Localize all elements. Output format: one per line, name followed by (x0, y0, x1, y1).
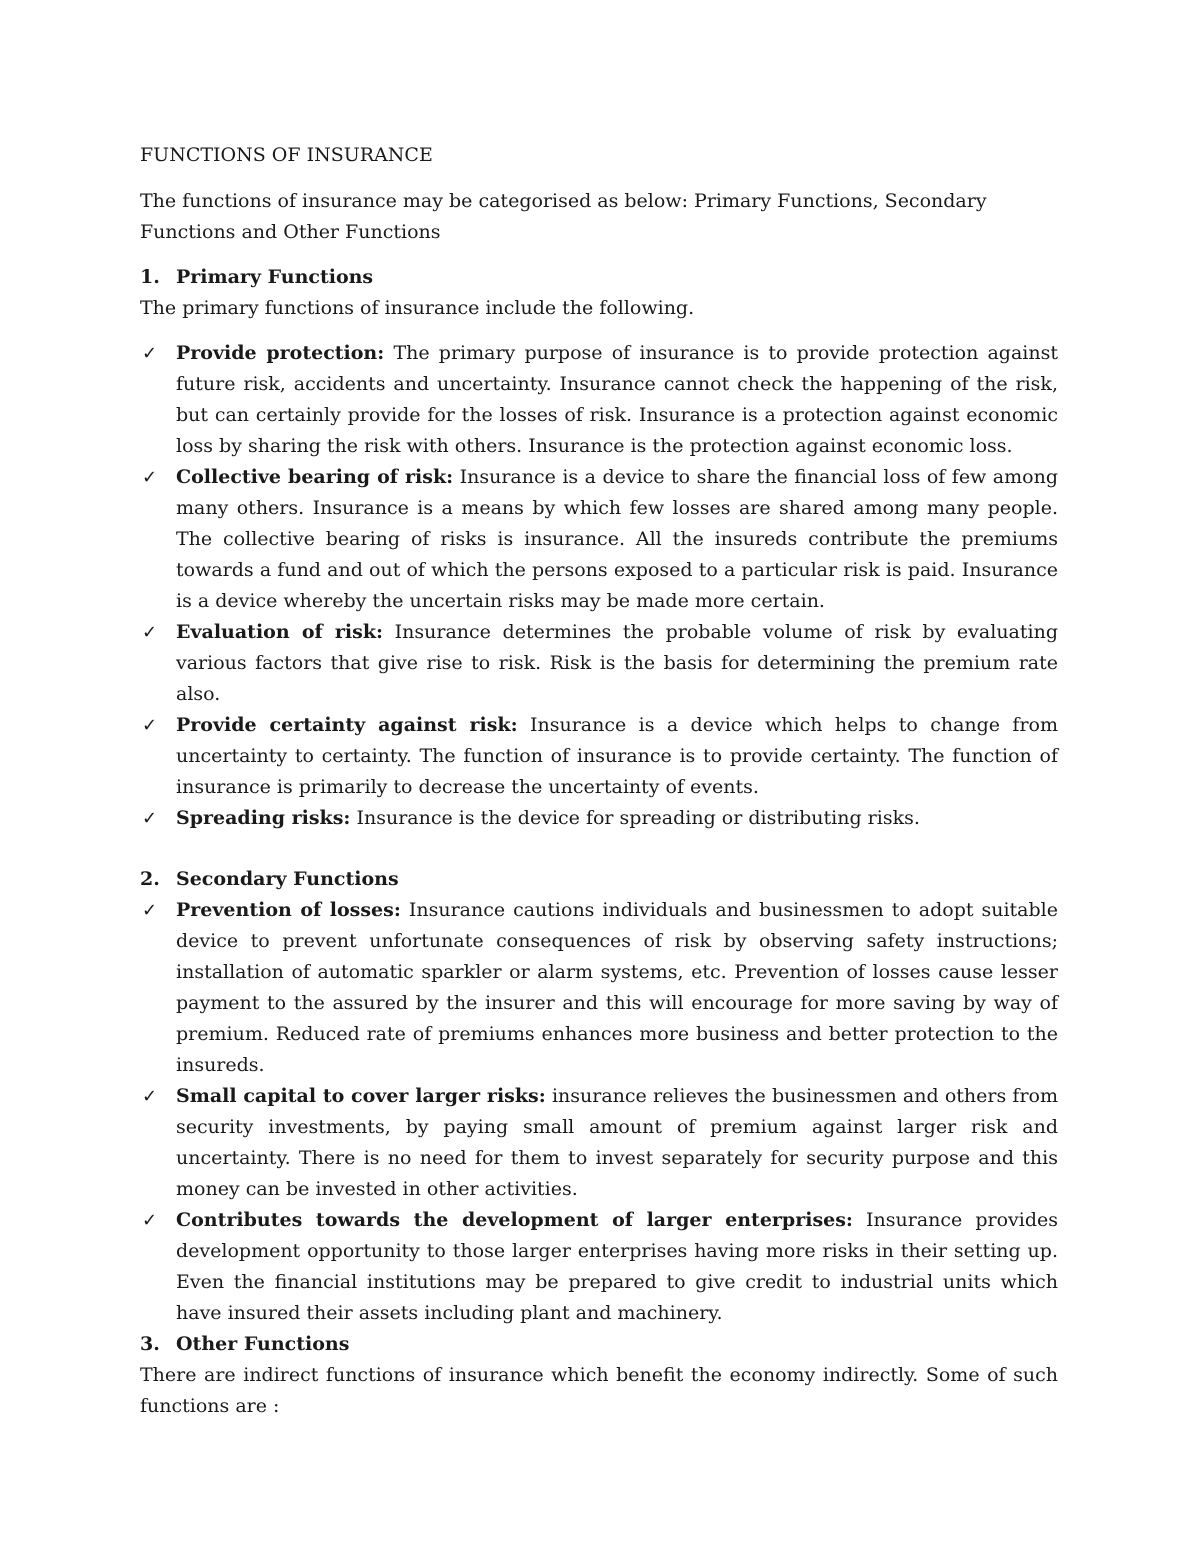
list-item (140, 338, 1058, 462)
item-text: Insurance is a device to share the financial loss of few among many others. Insurance is a means by which few losses are shared among many people. The collective bearing of risks is insurance. All the insureds contribute the premiums towards a fund and out of which the persons exposed to a particular risk is paid. Insurance is a device whereby the uncertain risks may be made more certain. (176, 466, 1058, 612)
item-text: Insurance provides development opportunity to those larger enterprises having more risks in their setting up. Even the financial institutions may be prepared to give credit to industrial units which have insured their assets including plant and machinery. (176, 1209, 1059, 1324)
list-item (140, 462, 1058, 617)
list-item (140, 617, 1058, 710)
section-title: Primary Functions (176, 266, 374, 288)
checkmark-icon: ✓ (142, 1210, 158, 1231)
checkmark-icon: ✓ (142, 622, 158, 643)
section-heading-primary (140, 262, 1058, 293)
section-number: 2. (140, 868, 160, 890)
list-item (140, 803, 1058, 834)
list-item (140, 710, 1058, 803)
document-page (140, 140, 1058, 1422)
item-text: Insurance is a device which helps to change from uncertainty to certainty. The function of insurance is to provide certainty. The function of insurance is primarily to decrease the uncertainty of events. (176, 714, 1058, 798)
document-title: FUNCTIONS OF INSURANCE (140, 144, 433, 166)
spacer (140, 834, 1058, 864)
item-term: Spreading risks: (176, 807, 351, 829)
item-text: Insurance determines the probable volume of risk by evaluating various factors that give rise to risk. Risk is the basis for determining the premium rate also. (176, 621, 1058, 705)
section-heading-other (140, 1329, 1058, 1360)
checkmark-icon: ✓ (142, 467, 158, 488)
item-text: Insurance cautions individuals and businessmen to adopt suitable device to prevent unfortunate consequences of risk by observing safety instructions; installation of automatic sparkler or alarm systems, etc. Prevention of losses cause lesser payment to the assured by the insurer and this will encourage for more saving by way of premium. Reduced rate of premiums enhances more business and better protection to the insureds. (176, 899, 1058, 1076)
checkmark-icon: ✓ (142, 900, 158, 921)
section-title: Secondary Functions (176, 868, 399, 890)
section-number: 3. (140, 1333, 160, 1355)
secondary-functions-list (140, 895, 1058, 1329)
intro-paragraph: The functions of insurance may be categorised as below: Primary Functions, Secondary Functions and Other Functions (140, 190, 987, 243)
item-term: Provide protection: (176, 342, 385, 364)
section-lead-other: There are indirect functions of insurance which benefit the economy indirectly. Some of such functions are : (140, 1364, 1058, 1417)
checkmark-icon: ✓ (142, 808, 158, 829)
section-title: Other Functions (176, 1333, 350, 1355)
item-text: insurance relieves the businessmen and others from security investments, by paying small amount of premium against larger risk and uncertainty. There is no need for them to invest separately for security purpose and this money can be invested in other activities. (176, 1085, 1058, 1200)
list-item (140, 1081, 1058, 1205)
item-term: Small capital to cover larger risks: (176, 1085, 546, 1107)
section-heading-secondary (140, 864, 1058, 895)
section-lead-primary: The primary functions of insurance include the following. (140, 297, 695, 319)
section-number: 1. (140, 266, 160, 288)
item-term: Prevention of losses: (176, 899, 401, 921)
item-term: Provide certainty against risk: (176, 714, 518, 736)
checkmark-icon: ✓ (142, 343, 158, 364)
item-term: Collective bearing of risk: (176, 466, 454, 488)
checkmark-icon: ✓ (142, 715, 158, 736)
item-term: Evaluation of risk: (176, 621, 384, 643)
list-item (140, 895, 1058, 1081)
item-term: Contributes towards the development of larger enterprises: (176, 1209, 853, 1231)
checkmark-icon: ✓ (142, 1086, 158, 1107)
item-text: The primary purpose of insurance is to provide protection against future risk, accidents and uncertainty. Insurance cannot check the happening of the risk, but can certainly provide for the losses of risk. Insurance is a protection against economic loss by sharing the risk with others. Insurance is the protection against economic loss. (176, 342, 1058, 457)
list-item (140, 1205, 1058, 1329)
item-text: Insurance is the device for spreading or distributing risks. (350, 807, 920, 829)
primary-functions-list (140, 338, 1058, 834)
